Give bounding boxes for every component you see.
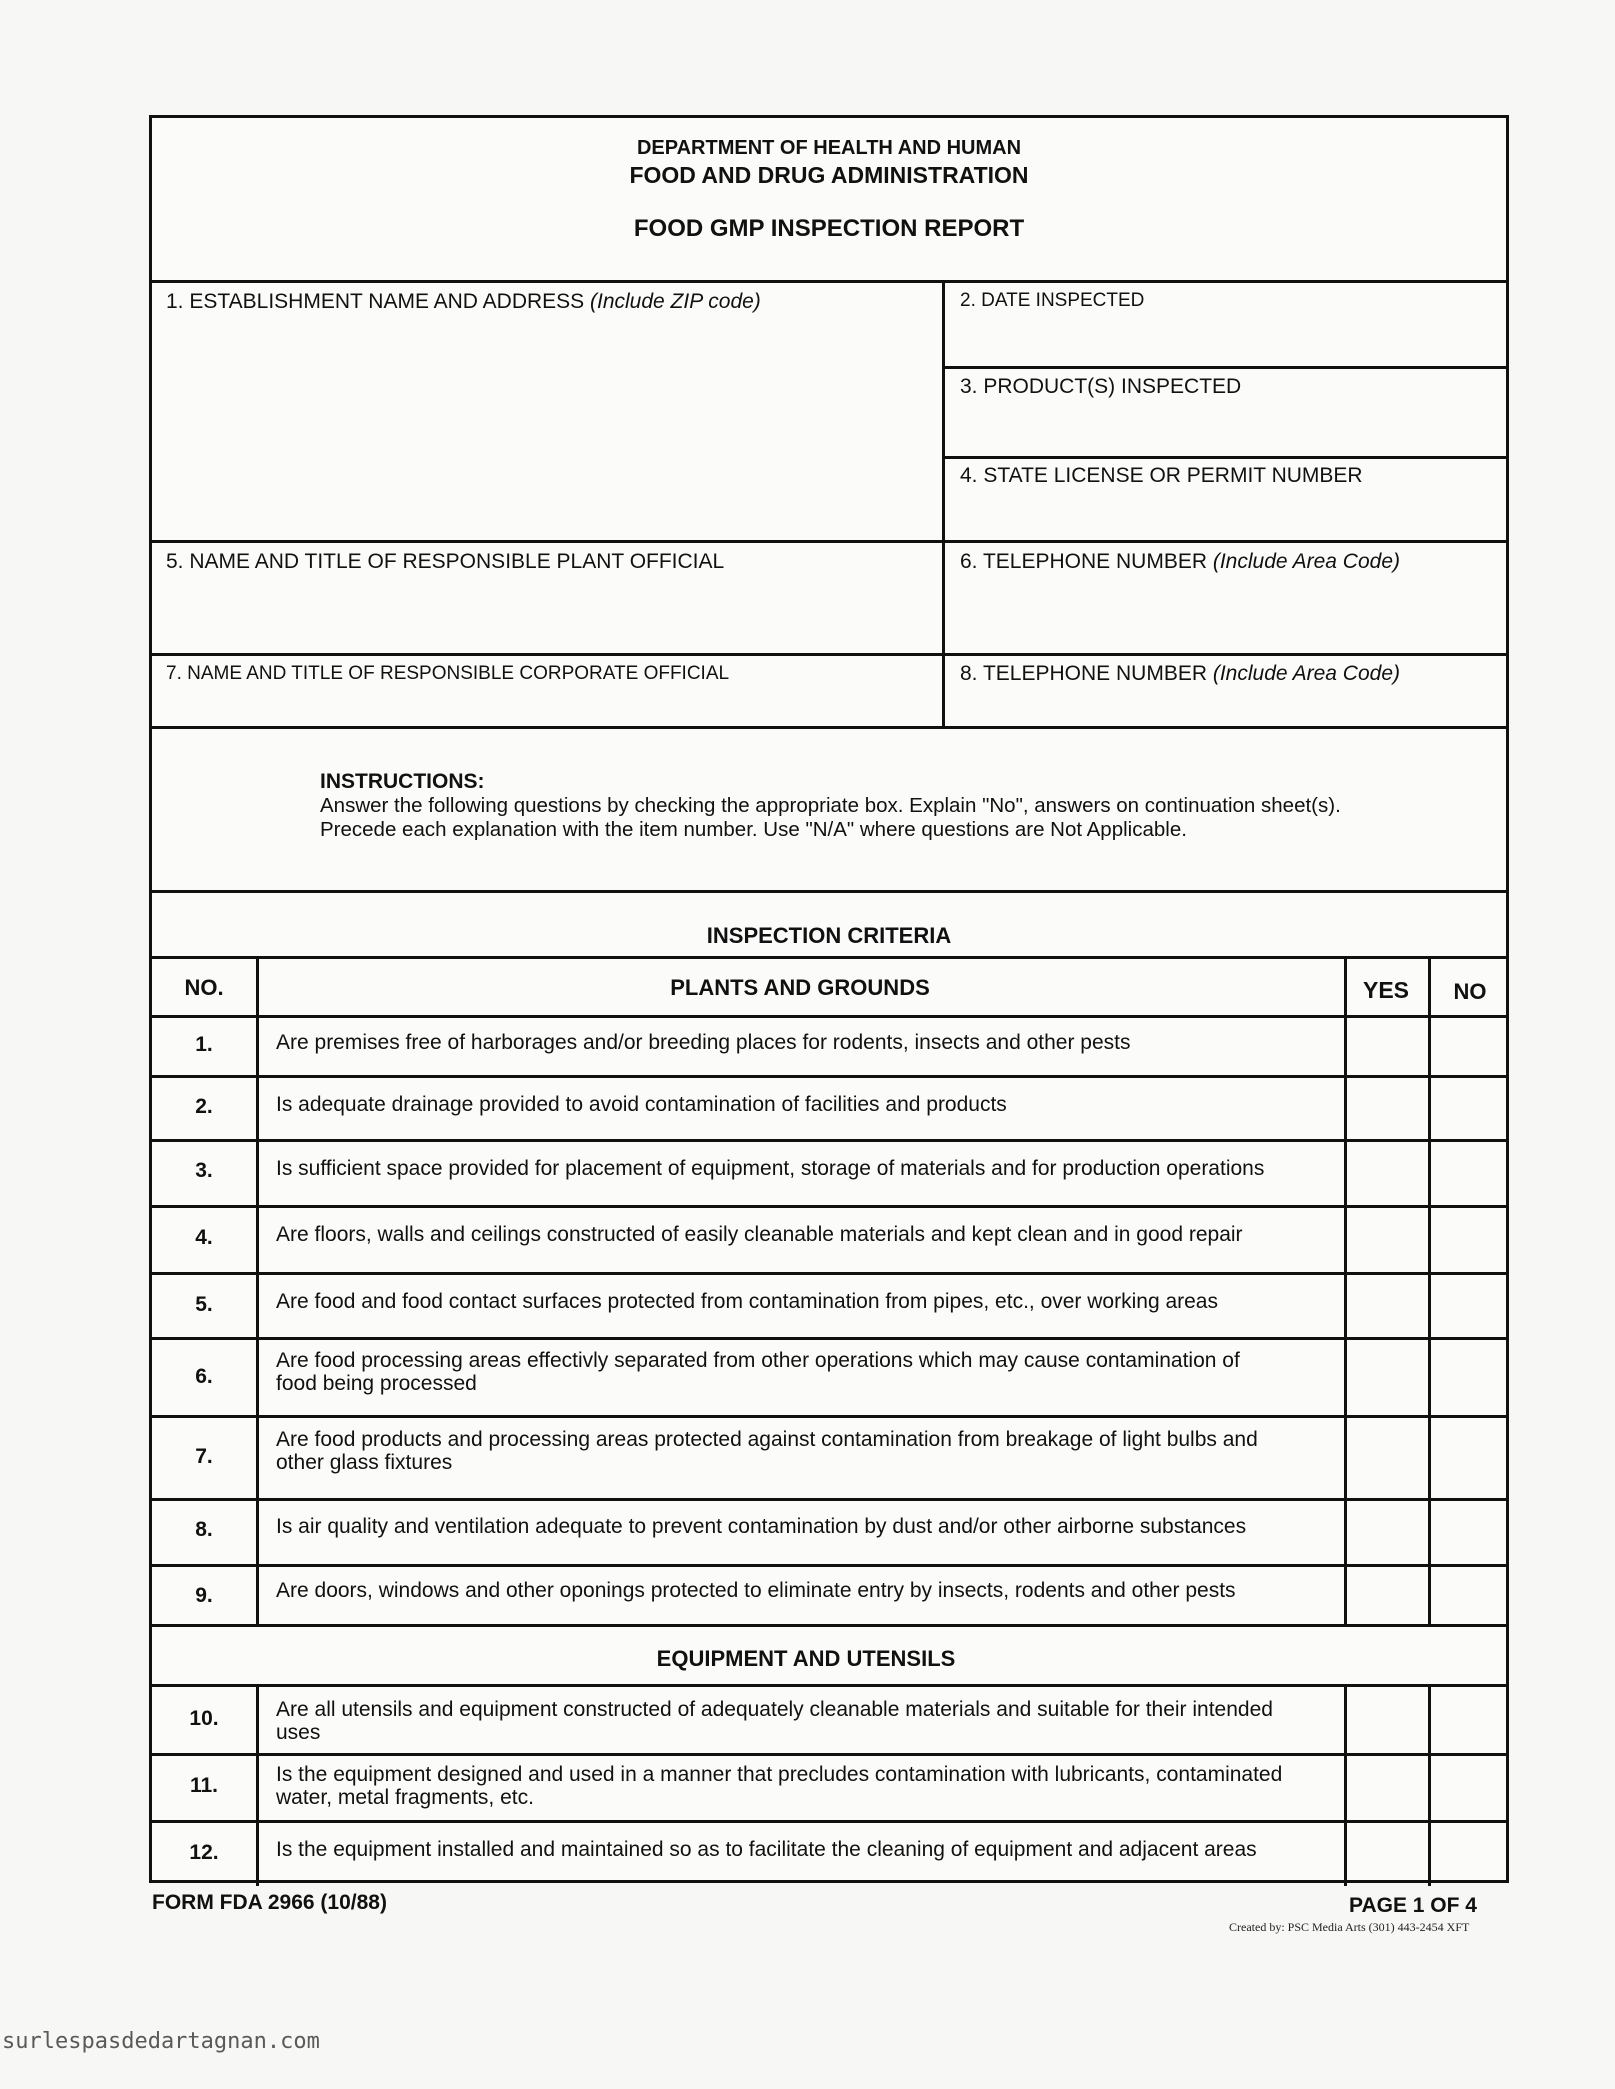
rule [942, 366, 1506, 369]
row-number: 6. [195, 1365, 213, 1388]
rule [942, 456, 1506, 459]
row-question-continued: water, metal fragments, etc. [276, 1786, 534, 1809]
rule [152, 1753, 1506, 1756]
row-question: Are food products and processing areas protected against contamination from breakage of light bulbs and [276, 1428, 1258, 1451]
field-plant-official[interactable]: 5. NAME AND TITLE OF RESPONSIBLE PLANT OFFICIAL [166, 550, 725, 573]
column-header-no: NO. [184, 975, 224, 1000]
row-question-continued: other glass fixtures [276, 1451, 453, 1474]
no-checkbox[interactable] [1431, 1208, 1509, 1272]
rule [152, 1075, 1506, 1078]
section-equipment-and-utensils: EQUIPMENT AND UTENSILS [656, 1646, 956, 1671]
yes-checkbox[interactable] [1347, 1823, 1428, 1883]
row-question: Is sufficient space provided for placement of equipment, storage of materials and for production operations [276, 1157, 1265, 1180]
rule [152, 1139, 1506, 1142]
field-corporate-official[interactable]: 7. NAME AND TITLE OF RESPONSIBLE CORPORATE OFFICIAL [166, 663, 730, 684]
row-question: Are premises free of harborages and/or breeding places for rodents, insects and other pests [276, 1031, 1131, 1054]
instructions-heading: INSTRUCTIONS: [320, 770, 485, 793]
field-license-number[interactable]: 4. STATE LICENSE OR PERMIT NUMBER [960, 464, 1363, 487]
inspection-form [149, 115, 1509, 1883]
credit-line: Created by: PSC Media Arts (301) 443-2454 XFT [1229, 1920, 1470, 1934]
field-establishment-name[interactable]: 1. ESTABLISHMENT NAME AND ADDRESS (Include ZIP code) [166, 290, 761, 313]
row-number: 4. [195, 1226, 213, 1249]
row-number: 10. [189, 1707, 219, 1730]
row-question: Is air quality and ventilation adequate to prevent contamination by dust and/or other airborne substances [276, 1515, 1247, 1538]
row-question: Is adequate drainage provided to avoid contamination of facilities and products [276, 1093, 1007, 1116]
no-checkbox[interactable] [1431, 1756, 1509, 1820]
row-number: 1. [195, 1033, 213, 1056]
watermark-text: surlespasdedartagnan.com [2, 2029, 320, 2054]
rule [152, 726, 1506, 729]
yes-checkbox[interactable] [1347, 1687, 1428, 1753]
agency-name: FOOD AND DRUG ADMINISTRATION [629, 162, 1029, 188]
yes-checkbox[interactable] [1347, 1501, 1428, 1564]
rule [152, 540, 1506, 543]
rule [152, 1624, 1506, 1627]
no-checkbox[interactable] [1431, 1142, 1509, 1205]
yes-checkbox[interactable] [1347, 1275, 1428, 1337]
no-checkbox[interactable] [1431, 1340, 1509, 1415]
inspection-criteria-heading: INSPECTION CRITERIA [706, 923, 952, 948]
department-name: DEPARTMENT OF HEALTH AND HUMAN [636, 137, 1022, 159]
yes-checkbox[interactable] [1347, 1018, 1428, 1075]
row-question: Is the equipment installed and maintained so as to facilitate the cleaning of equipment and adjacent areas [276, 1838, 1257, 1861]
yes-checkbox[interactable] [1347, 1078, 1428, 1139]
yes-checkbox[interactable] [1347, 1142, 1428, 1205]
yes-checkbox[interactable] [1347, 1208, 1428, 1272]
section-plants-and-grounds: PLANTS AND GROUNDS [670, 975, 930, 1000]
rule [152, 653, 1506, 656]
rule [152, 1272, 1506, 1275]
row-number: 5. [195, 1293, 213, 1316]
no-checkbox[interactable] [1431, 1275, 1509, 1337]
no-checkbox[interactable] [1431, 1418, 1509, 1498]
row-number: 7. [195, 1445, 213, 1468]
rule [152, 280, 1506, 283]
row-number: 2. [195, 1095, 213, 1118]
no-checkbox[interactable] [1431, 1501, 1509, 1564]
row-number: 8. [195, 1518, 213, 1541]
row-question: Is the equipment designed and used in a manner that precludes contamination with lubricants, contaminated [276, 1763, 1283, 1786]
row-question: Are floors, walls and ceilings constructed of easily cleanable materials and kept clean and in good repair [276, 1223, 1243, 1246]
rule [152, 1684, 1506, 1687]
rule [152, 1015, 1506, 1018]
row-number: 9. [195, 1584, 213, 1607]
row-number: 12. [189, 1841, 219, 1864]
form-id: FORM FDA 2966 (10/88) [152, 1891, 387, 1914]
row-question-continued: food being processed [276, 1372, 477, 1395]
column-header-yes: YES [1362, 977, 1410, 1003]
yes-checkbox[interactable] [1347, 1756, 1428, 1820]
rule [152, 1205, 1506, 1208]
yes-checkbox[interactable] [1347, 1567, 1428, 1624]
rule [152, 1415, 1506, 1418]
rule [256, 956, 259, 1625]
no-checkbox[interactable] [1431, 1823, 1509, 1883]
instructions-line-1: Answer the following questions by checking the appropriate box. Explain "No", answers on continuation sheet(s). [320, 794, 1341, 817]
row-question-continued: uses [276, 1721, 321, 1744]
rule [152, 1498, 1506, 1501]
column-header-no-answer: NO [1453, 979, 1487, 1004]
rule [942, 280, 945, 726]
rule [256, 1684, 259, 1886]
field-date-inspected[interactable]: 2. DATE INSPECTED [960, 290, 1145, 311]
rule [152, 890, 1506, 893]
row-number: 3. [195, 1159, 213, 1182]
rule [152, 1564, 1506, 1567]
row-question: Are food processing areas effectivly separated from other operations which may cause contamination of [276, 1349, 1240, 1372]
rule [152, 1337, 1506, 1340]
instructions-line-2: Precede each explanation with the item number. Use "N/A" where questions are Not Applicable. [320, 818, 1187, 841]
row-question: Are food and food contact surfaces protected from contamination from pipes, etc., over working areas [276, 1290, 1218, 1313]
yes-checkbox[interactable] [1347, 1340, 1428, 1415]
row-question: Are all utensils and equipment constructed of adequately cleanable materials and suitable for their intended [276, 1698, 1273, 1721]
rule [152, 1820, 1506, 1823]
page-indicator: PAGE 1 OF 4 [1349, 1894, 1477, 1917]
field-plant-telephone[interactable]: 6. TELEPHONE NUMBER (Include Area Code) [960, 550, 1400, 573]
field-products-inspected[interactable]: 3. PRODUCT(S) INSPECTED [960, 375, 1242, 398]
form-title: FOOD GMP INSPECTION REPORT [633, 215, 1025, 242]
row-number: 11. [189, 1774, 219, 1797]
field-corporate-telephone[interactable]: 8. TELEPHONE NUMBER (Include Area Code) [960, 662, 1400, 685]
no-checkbox[interactable] [1431, 1567, 1509, 1624]
row-question: Are doors, windows and other oponings protected to eliminate entry by insects, rodents and other pests [276, 1579, 1236, 1602]
rule [152, 956, 1506, 959]
no-checkbox[interactable] [1431, 1687, 1509, 1753]
no-checkbox[interactable] [1431, 1078, 1509, 1139]
yes-checkbox[interactable] [1347, 1418, 1428, 1498]
no-checkbox[interactable] [1431, 1018, 1509, 1075]
